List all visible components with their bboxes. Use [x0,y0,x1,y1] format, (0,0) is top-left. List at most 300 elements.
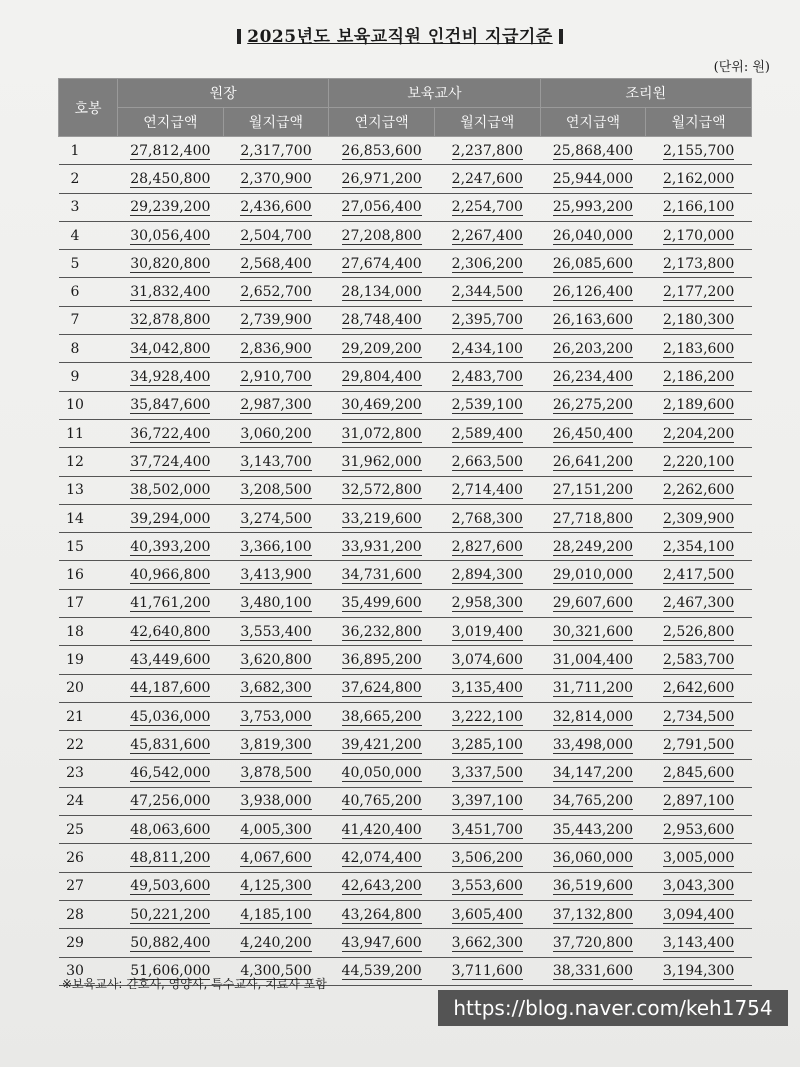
amount-cell [223,589,329,617]
amount-value: 2,483,700 [451,369,523,386]
amount-cell [540,759,646,787]
amount-cell [646,674,752,702]
hobong-cell: 28 [59,901,118,929]
amount-cell [646,419,752,447]
hobong-cell: 14 [59,504,118,532]
amount-cell [646,476,752,504]
amount-value: 4,185,100 [240,906,312,923]
header-group-director: 원장 [118,79,329,108]
amount-cell [223,419,329,447]
amount-cell [329,731,435,759]
amount-value: 37,624,800 [341,680,422,697]
amount-cell [540,872,646,900]
amount-cell [223,391,329,419]
amount-cell [118,618,224,646]
hobong-cell: 19 [59,646,118,674]
amount-cell [434,306,540,334]
amount-value: 2,827,600 [451,538,523,555]
amount-cell [118,787,224,815]
amount-cell [118,674,224,702]
hobong-cell: 25 [59,816,118,844]
amount-cell [434,165,540,193]
hobong-cell: 16 [59,561,118,589]
amount-cell [118,533,224,561]
amount-cell [329,193,435,221]
amount-value: 3,143,700 [240,453,312,470]
amount-cell [118,363,224,391]
amount-value: 44,539,200 [341,963,422,980]
amount-value: 38,502,000 [130,482,211,499]
amount-value: 2,306,200 [451,255,523,272]
amount-value: 34,928,400 [130,369,211,386]
amount-cell [540,476,646,504]
amount-value: 32,878,800 [130,312,211,329]
amount-cell [540,193,646,221]
amount-value: 2,177,200 [663,284,735,301]
amount-value: 29,239,200 [130,199,211,216]
amount-cell [646,957,752,985]
amount-cell [434,533,540,561]
amount-value: 37,132,800 [552,906,634,923]
amount-value: 25,868,400 [552,142,634,159]
amount-cell [434,844,540,872]
table-row [59,872,752,900]
amount-cell [646,561,752,589]
amount-value: 2,204,200 [663,425,735,442]
amount-cell [118,702,224,730]
amount-cell [540,165,646,193]
amount-value: 3,274,500 [240,510,312,527]
header-sub-monthly: 월지급액 [223,108,329,137]
amount-cell [646,844,752,872]
hobong-cell: 21 [59,702,118,730]
hobong-cell: 17 [59,589,118,617]
amount-value: 44,187,600 [130,680,211,697]
header-sub-annual: 연지급액 [540,108,646,137]
amount-cell [646,787,752,815]
hobong-cell: 27 [59,872,118,900]
amount-value: 40,050,000 [341,765,422,782]
amount-value: 26,085,600 [552,255,634,272]
amount-cell [329,165,435,193]
table-row [59,504,752,532]
hobong-cell: 12 [59,448,118,476]
amount-cell [434,759,540,787]
hobong-cell: 15 [59,533,118,561]
amount-cell [223,816,329,844]
amount-value: 39,294,000 [130,510,211,527]
amount-value: 2,309,900 [663,510,735,527]
amount-cell [223,787,329,815]
amount-value: 2,734,500 [663,708,735,725]
amount-cell [434,561,540,589]
amount-value: 28,748,400 [341,312,422,329]
amount-cell [646,929,752,957]
amount-cell [434,391,540,419]
table-row [59,193,752,221]
amount-cell [223,193,329,221]
amount-cell [540,335,646,363]
amount-cell [646,533,752,561]
table-row [59,137,752,165]
amount-cell [329,221,435,249]
amount-cell [118,731,224,759]
title-right-bar [559,29,563,44]
amount-value: 3,480,100 [240,595,312,612]
table-row [59,561,752,589]
table-row [59,787,752,815]
amount-value: 32,814,000 [552,708,634,725]
amount-value: 4,300,500 [240,963,312,980]
amount-cell [646,165,752,193]
amount-cell [118,844,224,872]
amount-value: 3,060,200 [240,425,312,442]
amount-cell [118,929,224,957]
amount-value: 43,449,600 [130,651,211,668]
hobong-cell: 9 [59,363,118,391]
table-row [59,250,752,278]
amount-cell [329,646,435,674]
amount-value: 3,553,400 [240,623,312,640]
amount-value: 29,804,400 [341,369,422,386]
amount-value: 34,731,600 [341,567,422,584]
amount-value: 3,878,500 [240,765,312,782]
amount-value: 41,420,400 [341,821,422,838]
hobong-cell: 18 [59,618,118,646]
amount-value: 33,931,200 [341,538,422,555]
amount-value: 35,443,200 [552,821,634,838]
amount-value: 26,971,200 [341,170,422,187]
table-header [59,79,752,137]
amount-cell [646,391,752,419]
amount-value: 34,042,800 [130,340,211,357]
amount-value: 2,166,100 [663,199,735,216]
amount-value: 2,317,700 [240,142,312,159]
amount-cell [118,816,224,844]
amount-value: 42,640,800 [130,623,211,640]
amount-cell [329,250,435,278]
title-text: 2025년도 보육교직원 인건비 지급기준 [247,27,553,47]
amount-value: 25,993,200 [552,199,634,216]
hobong-cell: 6 [59,278,118,306]
amount-cell [223,504,329,532]
amount-value: 2,220,100 [663,453,735,470]
amount-value: 3,711,600 [451,963,523,980]
amount-cell [540,731,646,759]
amount-value: 43,264,800 [341,906,422,923]
amount-cell [646,221,752,249]
amount-cell [540,137,646,165]
amount-value: 42,643,200 [341,878,422,895]
amount-cell [540,618,646,646]
amount-value: 28,249,200 [552,538,634,555]
amount-value: 3,074,600 [451,651,523,668]
amount-cell [434,137,540,165]
amount-value: 36,519,600 [552,878,634,895]
amount-value: 2,663,500 [451,453,523,470]
amount-value: 38,331,600 [552,963,634,980]
amount-value: 40,966,800 [130,567,211,584]
amount-value: 36,895,200 [341,651,422,668]
amount-cell [223,306,329,334]
amount-value: 2,791,500 [663,736,735,753]
amount-cell [118,561,224,589]
amount-value: 2,539,100 [451,397,523,414]
amount-value: 42,074,400 [341,850,422,867]
amount-value: 2,583,700 [663,651,735,668]
amount-cell [329,533,435,561]
amount-value: 2,237,800 [451,142,523,159]
amount-cell [118,646,224,674]
amount-value: 26,163,600 [552,312,634,329]
amount-value: 4,067,600 [240,850,312,867]
amount-cell [434,618,540,646]
amount-cell [434,787,540,815]
amount-cell [646,901,752,929]
amount-value: 2,186,200 [663,369,735,386]
amount-value: 2,155,700 [663,142,735,159]
hobong-cell: 4 [59,221,118,249]
amount-value: 40,393,200 [130,538,211,555]
amount-cell [646,137,752,165]
amount-cell [329,137,435,165]
amount-cell [434,646,540,674]
amount-cell [646,448,752,476]
salary-table-wrapper [58,78,752,986]
amount-value: 2,417,500 [663,567,735,584]
header-sub-annual: 연지급액 [329,108,435,137]
amount-cell [434,278,540,306]
amount-value: 34,765,200 [552,793,634,810]
table-row [59,816,752,844]
amount-value: 27,718,800 [552,510,634,527]
amount-value: 37,724,400 [130,453,211,470]
amount-cell [223,646,329,674]
amount-value: 2,836,900 [240,340,312,357]
amount-cell [646,816,752,844]
amount-cell [646,702,752,730]
blog-watermark: https://blog.naver.com/keh1754 [438,990,788,1026]
amount-cell [646,731,752,759]
amount-cell [434,448,540,476]
amount-cell [434,929,540,957]
amount-value: 2,652,700 [240,284,312,301]
amount-value: 36,060,000 [552,850,634,867]
hobong-cell: 11 [59,419,118,447]
hobong-cell: 22 [59,731,118,759]
table-row [59,419,752,447]
amount-value: 34,147,200 [552,765,634,782]
amount-value: 3,194,300 [663,963,735,980]
amount-cell [329,391,435,419]
hobong-cell: 24 [59,787,118,815]
amount-value: 27,208,800 [341,227,422,244]
amount-cell [118,165,224,193]
header-sub-monthly: 월지급액 [646,108,752,137]
amount-value: 2,910,700 [240,369,312,386]
amount-value: 2,642,600 [663,680,735,697]
amount-cell [540,901,646,929]
salary-table [58,78,752,986]
amount-value: 2,436,600 [240,199,312,216]
amount-value: 38,665,200 [341,708,422,725]
amount-cell [329,363,435,391]
amount-value: 2,173,800 [663,255,735,272]
amount-cell [646,504,752,532]
amount-cell [434,674,540,702]
amount-value: 3,553,600 [451,878,523,895]
amount-cell [540,929,646,957]
hobong-cell: 5 [59,250,118,278]
amount-value: 48,811,200 [130,850,211,867]
amount-cell [646,589,752,617]
table-body [59,137,752,986]
table-row [59,278,752,306]
amount-cell [329,476,435,504]
amount-cell [540,589,646,617]
amount-value: 26,275,200 [552,397,634,414]
amount-value: 2,953,600 [663,821,735,838]
amount-value: 2,189,600 [663,397,735,414]
amount-value: 3,451,700 [451,821,523,838]
hobong-cell: 2 [59,165,118,193]
amount-cell [118,476,224,504]
amount-value: 43,947,600 [341,934,422,951]
amount-cell [118,278,224,306]
amount-cell [223,759,329,787]
amount-cell [646,278,752,306]
amount-cell [646,646,752,674]
amount-cell [540,306,646,334]
amount-cell [118,193,224,221]
amount-cell [434,589,540,617]
amount-value: 31,004,400 [552,651,634,668]
amount-value: 27,151,200 [552,482,634,499]
amount-value: 33,498,000 [552,736,634,753]
amount-value: 3,753,000 [240,708,312,725]
amount-cell [329,589,435,617]
amount-value: 4,125,300 [240,878,312,895]
header-hobong: 호봉 [59,79,118,137]
amount-value: 2,344,500 [451,284,523,301]
amount-value: 26,040,000 [552,227,634,244]
amount-cell [329,419,435,447]
table-row [59,589,752,617]
amount-cell [329,816,435,844]
table-row [59,901,752,929]
amount-value: 49,503,600 [130,878,211,895]
table-row [59,618,752,646]
hobong-cell: 1 [59,137,118,165]
amount-value: 4,240,200 [240,934,312,951]
table-row [59,674,752,702]
amount-cell [540,419,646,447]
amount-value: 31,962,000 [341,453,422,470]
amount-cell [540,816,646,844]
amount-value: 3,938,000 [240,793,312,810]
header-row-groups [59,79,752,108]
amount-value: 2,845,600 [663,765,735,782]
amount-cell [329,957,435,985]
amount-cell [540,363,646,391]
amount-value: 2,262,600 [663,482,735,499]
hobong-cell: 20 [59,674,118,702]
amount-value: 2,183,600 [663,340,735,357]
amount-value: 31,072,800 [341,425,422,442]
amount-value: 3,222,100 [451,708,523,725]
amount-cell [434,221,540,249]
table-row [59,646,752,674]
amount-cell [646,618,752,646]
amount-cell [434,901,540,929]
amount-value: 29,607,600 [552,595,634,612]
amount-value: 2,897,100 [663,793,735,810]
amount-cell [223,533,329,561]
table-row [59,476,752,504]
amount-value: 3,366,100 [240,538,312,555]
header-group-teacher: 보육교사 [329,79,540,108]
amount-value: 29,209,200 [341,340,422,357]
table-row [59,702,752,730]
document-title [0,22,800,47]
amount-cell [646,759,752,787]
amount-cell [223,929,329,957]
amount-value: 3,397,100 [451,793,523,810]
amount-value: 3,605,400 [451,906,523,923]
amount-value: 39,421,200 [341,736,422,753]
amount-cell [434,872,540,900]
amount-value: 31,711,200 [552,680,634,697]
footnote: ※보육교사: 간호사, 영양사, 특수교사, 치료사 포함 [62,977,327,991]
hobong-cell: 30 [59,957,118,985]
amount-value: 4,005,300 [240,821,312,838]
table-row [59,759,752,787]
amount-cell [540,448,646,476]
amount-value: 46,542,000 [130,765,211,782]
header-sub-monthly: 월지급액 [434,108,540,137]
unit-label: (단위: 원) [713,60,770,75]
table-row [59,221,752,249]
amount-value: 2,267,400 [451,227,523,244]
amount-cell [540,278,646,306]
amount-value: 2,162,000 [663,170,735,187]
amount-cell [540,844,646,872]
amount-value: 2,958,300 [451,595,523,612]
amount-cell [540,674,646,702]
amount-value: 28,134,000 [341,284,422,301]
amount-value: 2,254,700 [451,199,523,216]
amount-cell [540,646,646,674]
amount-value: 3,819,300 [240,736,312,753]
amount-cell [329,448,435,476]
amount-cell [118,872,224,900]
amount-value: 2,768,300 [451,510,523,527]
amount-value: 25,944,000 [552,170,634,187]
amount-value: 41,761,200 [130,595,211,612]
amount-value: 50,221,200 [130,906,211,923]
amount-cell [329,787,435,815]
amount-value: 27,056,400 [341,199,422,216]
amount-value: 3,043,300 [663,878,735,895]
amount-value: 2,370,900 [240,170,312,187]
amount-value: 30,820,800 [130,255,211,272]
amount-cell [329,759,435,787]
amount-value: 37,720,800 [552,934,634,951]
amount-value: 2,247,600 [451,170,523,187]
amount-cell [223,250,329,278]
table-row [59,929,752,957]
amount-value: 2,354,100 [663,538,735,555]
